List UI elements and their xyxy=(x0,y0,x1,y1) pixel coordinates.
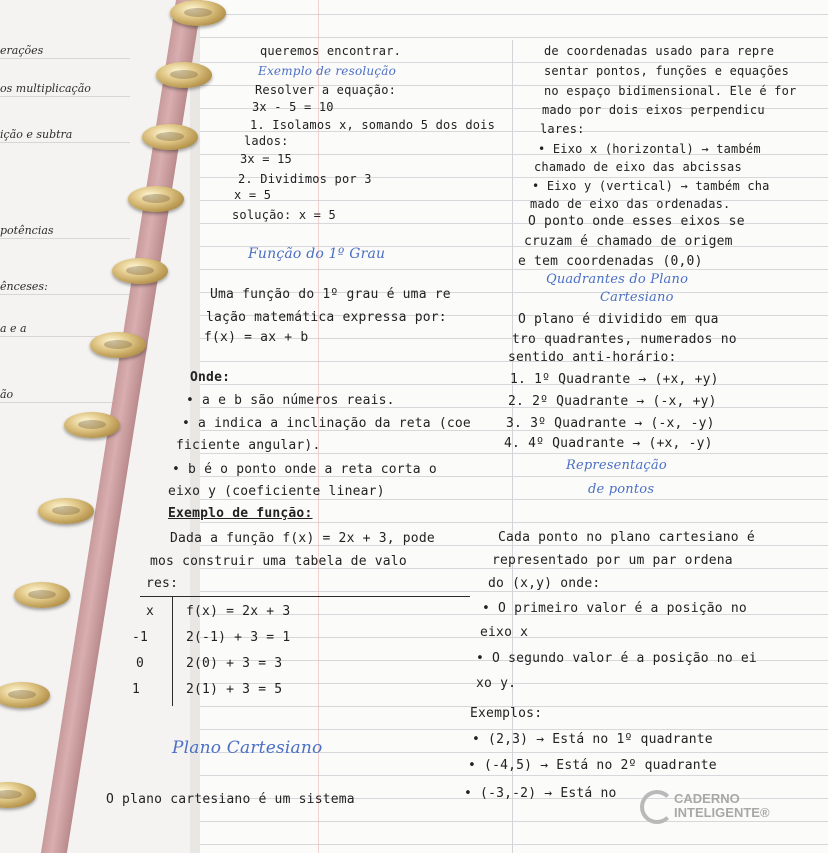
left-line: erações xyxy=(0,44,130,59)
table-header: f(x) = 2x + 3 xyxy=(186,604,291,619)
section-subtitle: Exemplo de resolução xyxy=(258,64,397,78)
list-item: • (-4,5) → Está no 2º quadrante xyxy=(468,758,717,773)
text-line: eixo y (coeficiente linear) xyxy=(168,484,385,499)
section-title: de pontos xyxy=(588,482,655,497)
left-line: potências xyxy=(0,224,130,239)
table-cell: 1 xyxy=(132,682,141,697)
text-line: mado de eixo das ordenadas. xyxy=(530,197,731,211)
table-cell: 2(1) + 3 = 5 xyxy=(186,682,283,697)
binder-ring xyxy=(64,412,120,438)
left-line: ão xyxy=(0,388,130,403)
binder-ring xyxy=(156,62,212,88)
watermark-text: CADERNO INTELIGENTE® xyxy=(674,791,770,820)
text-line: Exemplos: xyxy=(470,706,543,721)
table-border xyxy=(172,596,173,706)
text-line: queremos encontrar. xyxy=(260,44,402,58)
text-line: sentar pontos, funções e equações xyxy=(544,64,790,78)
text-line: solução: x = 5 xyxy=(232,208,336,222)
table-cell: 2(-1) + 3 = 1 xyxy=(186,630,291,645)
binder-ring xyxy=(38,498,94,524)
list-item: 2. 2º Quadrante → (-x, +y) xyxy=(508,394,717,409)
list-item: • Eixo x (horizontal) → também xyxy=(538,142,761,156)
list-item: • (2,3) → Está no 1º quadrante xyxy=(472,732,713,747)
list-item: • Eixo y (vertical) → também cha xyxy=(532,179,770,193)
binder-ring xyxy=(170,0,226,26)
binder-ring xyxy=(14,582,70,608)
left-line: ênceses: xyxy=(0,280,130,295)
text-line: mado por dois eixos perpendicu xyxy=(542,103,765,117)
equation: 3x = 15 xyxy=(240,152,292,166)
binder-ring xyxy=(112,258,168,284)
watermark-logo xyxy=(640,790,800,830)
section-title: Cartesiano xyxy=(600,290,674,305)
left-line: ição e subtra xyxy=(0,128,130,143)
list-item: 4. 4º Quadrante → (+x, -y) xyxy=(504,436,713,451)
section-title: Plano Cartesiano xyxy=(172,738,323,758)
text-line: cruzam é chamado de origem xyxy=(524,234,733,249)
table-header: x xyxy=(146,604,155,619)
text-line: de coordenadas usado para repre xyxy=(544,44,775,58)
text-line: 2. Dividimos por 3 xyxy=(238,172,372,186)
binder-ring xyxy=(142,124,198,150)
list-item: • a e b são números reais. xyxy=(186,393,395,408)
text-line: ficiente angular). xyxy=(176,438,321,453)
text-line: Onde: xyxy=(190,370,231,385)
binder-ring xyxy=(128,186,184,212)
text-line: Cada ponto no plano cartesiano é xyxy=(498,530,755,545)
text-line: O plano cartesiano é um sistema xyxy=(106,792,355,807)
text-line: Resolver a equação: xyxy=(255,83,397,97)
text-line: chamado de eixo das abcissas xyxy=(534,160,742,174)
text-line: eixo x xyxy=(480,625,529,640)
list-item: • b é o ponto onde a reta corta o xyxy=(172,462,437,477)
left-line: os multiplicação xyxy=(0,82,130,97)
section-title: Representação xyxy=(566,458,667,473)
list-item: 3. 3º Quadrante → (-x, -y) xyxy=(506,416,715,431)
list-item: • O segundo valor é a posição no ei xyxy=(476,651,757,666)
list-item: • (-3,-2) → Está no xyxy=(464,786,617,801)
equation: x = 5 xyxy=(234,188,272,202)
left-line: a e a xyxy=(0,322,130,337)
text-line: res: xyxy=(146,576,179,591)
table-cell: -1 xyxy=(132,630,149,645)
text-line: tro quadrantes, numerados no xyxy=(512,332,737,347)
text-line: O ponto onde esses eixos se xyxy=(528,214,745,229)
table-cell: 2(0) + 3 = 3 xyxy=(186,656,283,671)
text-line: O plano é dividido em qua xyxy=(518,312,719,327)
list-item: • a indica a inclinação da reta (coe xyxy=(182,416,471,431)
text-line: lares: xyxy=(540,122,585,136)
logo-c-icon xyxy=(640,790,674,824)
text-line: Uma função do 1º grau é uma re xyxy=(210,287,451,302)
text-line: representado por um par ordena xyxy=(492,553,733,568)
text-line: xo y. xyxy=(476,676,517,691)
text-line: lados: xyxy=(244,134,289,148)
section-title: Função do 1º Grau xyxy=(248,246,386,262)
text-line: mos construir uma tabela de valo xyxy=(150,554,407,569)
text-line: lação matemática expressa por: xyxy=(206,310,447,325)
table-border xyxy=(140,596,470,597)
section-heading: Exemplo de função: xyxy=(168,506,313,521)
text-line: e tem coordenadas (0,0) xyxy=(518,254,703,269)
list-item: • O primeiro valor é a posição no xyxy=(482,601,747,616)
table-cell: 0 xyxy=(136,656,145,671)
list-item: 1. 1º Quadrante → (+x, +y) xyxy=(510,372,719,387)
formula: f(x) = ax + b xyxy=(204,330,309,345)
binder-ring xyxy=(90,332,146,358)
text-line: do (x,y) onde: xyxy=(488,576,601,591)
text-line: 1. Isolamos x, somando 5 dos dois xyxy=(250,118,496,132)
section-title: Quadrantes do Plano xyxy=(546,272,689,287)
text-line: no espaço bidimensional. Ele é for xyxy=(544,84,797,98)
text-line: sentido anti-horário: xyxy=(508,350,677,365)
text-line: Dada a função f(x) = 2x + 3, pode xyxy=(170,531,435,546)
equation: 3x - 5 = 10 xyxy=(252,100,334,114)
